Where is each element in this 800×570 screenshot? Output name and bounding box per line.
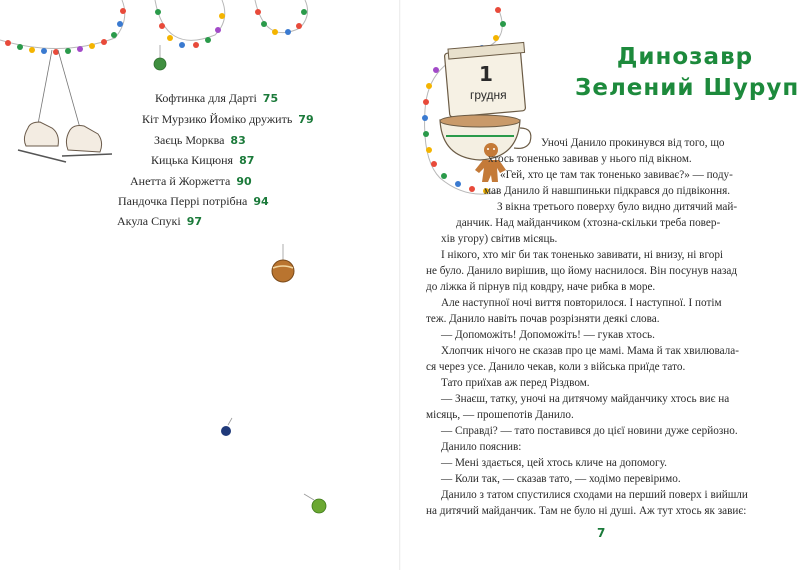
story-line: хтось тоненько завивав у нього під вікном. (488, 153, 692, 165)
toc-entry (154, 133, 246, 148)
toc-entry-page: 97 (186, 215, 203, 228)
calendar-day: 1 (479, 62, 493, 86)
story-line: — Знаєш, татку, уночі на дитячому майданчику хтось виє на (441, 393, 730, 405)
right-page (400, 0, 800, 570)
toc-entry-title: Акула Спукі (117, 214, 181, 228)
story-line: Данило з татом спустилися сходами на перший поверх і вийшли (441, 489, 748, 501)
toc-entry-page: 79 (298, 113, 314, 126)
story-line: не було. Данило вирішив, що йому наснилося. Він посунув назад (426, 265, 738, 277)
toc-entry (155, 91, 278, 106)
story-line: на дитячий майданчик. Там не було ні душі. Аж тут хтось як завиє: (426, 505, 747, 517)
calendar-month: грудня (470, 88, 507, 102)
story-line: Тато приїхав аж перед Різдвом. (441, 377, 590, 389)
chapter-title-line: Зелений Шуруп (575, 75, 800, 101)
toc-entry (142, 112, 314, 127)
story-line: — Допоможіть! Допоможіть! — гукав хтось. (441, 329, 655, 341)
toc-entry-title: Анетта й Жоржетта (130, 174, 231, 188)
toc-entry-page: 87 (239, 154, 255, 167)
toc-entry-title: Кофтинка для Дарті (155, 91, 257, 105)
story-line: І нікого, хто міг би так тоненько завивати, ні внизу, ні вгорі (441, 249, 724, 261)
toc-entry-title: Кицька Кицюня (151, 153, 234, 167)
story-line: — Справді? — тато поставився до цієї новини дуже серйозно. (441, 425, 738, 437)
page-number: 7 (597, 526, 606, 540)
story-line: Хлопчик нічого не сказав про це мамі. Мама й так хвилювала- (441, 345, 739, 357)
toc-entry (151, 153, 254, 168)
ornament-icon (312, 499, 326, 513)
story-line: З вікна третього поверху було видно дитячий май- (497, 201, 738, 213)
toc-entry-page: 83 (230, 134, 246, 147)
story-line: хів угору) світив місяць. (441, 233, 558, 245)
story-line: «Гей, хто це там так тоненько завиває?» — поду- (500, 169, 733, 181)
story-line: місяць, — прошепотів Данило. (426, 409, 574, 421)
story-line: Уночі Данило прокинувся від того, що (541, 137, 725, 149)
toc-entry-title: Пандочка Перрі потрібна (118, 194, 248, 208)
chapter-title-line: Динозавр (616, 44, 754, 70)
ornament-icon (221, 426, 231, 436)
story-line: — Мені здається, цей хтось кличе на допомогу. (441, 457, 667, 469)
toc-entry-title: Заєць Морква (154, 133, 225, 147)
story-line: данчик. Над майданчиком (хтозна-скільки треба повер- (456, 217, 721, 229)
story-line: мав Данило й навшпиньки підкрався до підвіконня. (484, 185, 731, 197)
ornament-icon (154, 58, 166, 70)
toc-entry-page: 90 (236, 175, 252, 188)
story-line: Але наступної ночі виття повторилося. І наступної. І потім (441, 297, 722, 309)
story-line: — Коли так, — сказав тато, — ходімо перевіримо. (441, 473, 681, 485)
story-line: ся через усе. Данило чекав, коли з війська приїде тато. (426, 361, 686, 373)
story-line: Данило пояснив: (441, 441, 522, 453)
story-line: теж. Данило навіть почав розрізняти деякі слова. (426, 313, 660, 325)
toc-entry-page: 94 (253, 195, 269, 208)
ice-skates-icon (18, 50, 112, 162)
toc-entry-title: Кіт Мурзико Йоміко дружить (142, 112, 293, 126)
toc-entry (117, 214, 202, 229)
chapter-title (575, 42, 800, 104)
ornament-icon (272, 260, 294, 282)
toc-entry-page: 75 (262, 92, 279, 105)
toc-entry (118, 194, 269, 209)
toc-entry (130, 174, 252, 189)
story-line: до ліжка й пірнув під ковдру, наче рибка в море. (426, 281, 656, 293)
